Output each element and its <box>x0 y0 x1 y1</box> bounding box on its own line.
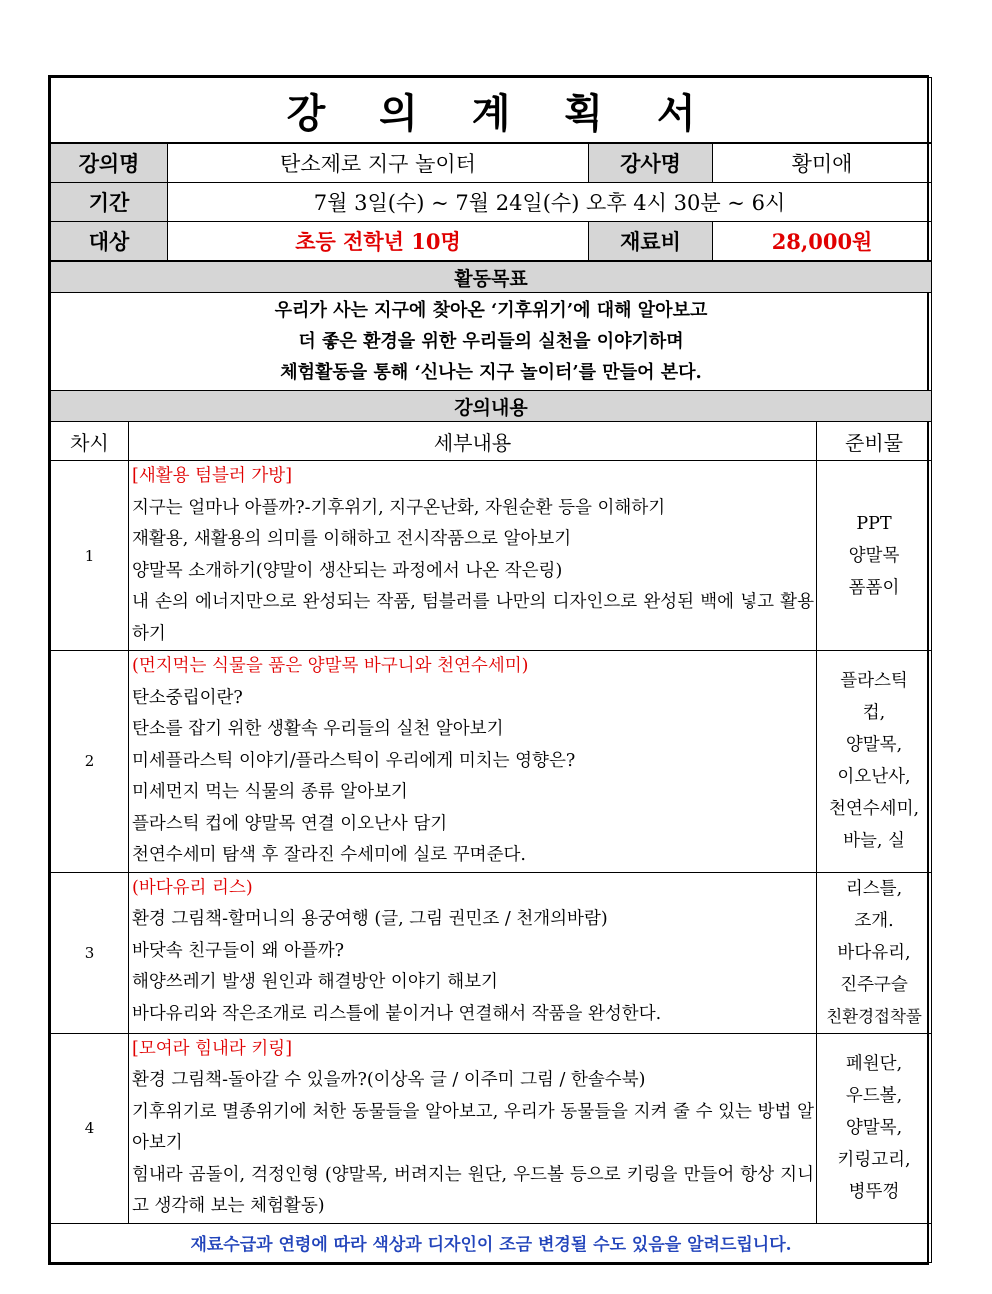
detail-line: 바다유리와 작은조개로 리스틀에 붙이거나 연결해서 작품을 완성한다. <box>132 1003 662 1024</box>
goal-line: 체험활동을 통해 ‘신나는 지구 놀이터’를 만들어 본다. <box>280 362 702 383</box>
detail-line: 기후위기로 멸종위기에 처한 동물들을 알아보고, 우리가 동물들을 지켜 줄 수 있는 방법 알아보기 <box>132 1101 814 1153</box>
page-title: 강 의 계 획 서 <box>51 78 932 144</box>
instructor-value: 황미애 <box>713 143 932 183</box>
session-detail <box>129 1033 817 1223</box>
session-materials <box>817 461 932 651</box>
detail-line: 탄소중립이란? <box>132 687 243 708</box>
session-detail <box>129 461 817 651</box>
detail-line: 천연수세미 탐색 후 잘라진 수세미에 실로 꾸며준다. <box>132 845 526 865</box>
session-number: 2 <box>51 651 129 873</box>
detail-line: 지구는 얼마나 아플까?-기후위기, 지구온난화, 자원순환 등을 이해하기 <box>132 497 666 518</box>
material-item: PPT <box>856 513 892 534</box>
detail-line: 양말목 소개하기(양말이 생산되는 과정에서 나온 작은링) <box>132 560 563 581</box>
session-number: 4 <box>51 1033 129 1223</box>
material-item: 컵, <box>862 703 886 724</box>
material-item: 진주구슬 <box>840 974 908 995</box>
session-detail <box>129 872 817 1033</box>
material-item: 이오난사, <box>837 767 911 788</box>
footer-note: 재료수급과 연령에 따라 색상과 디자인이 조금 변경될 수도 있음을 알려드립니다. <box>51 1223 932 1262</box>
material-item: 양말목 <box>848 545 900 566</box>
fee-label: 재료비 <box>589 222 713 261</box>
session-row <box>51 1033 932 1223</box>
session-row <box>51 872 932 1033</box>
period-value: 7월 3일(수) ~ 7월 24일(수) 오후 4시 30분 ~ 6시 <box>168 183 932 222</box>
detail-line: 재활용, 새활용의 의미를 이해하고 전시작품으로 알아보기 <box>132 529 572 549</box>
instructor-label: 강사명 <box>589 143 713 183</box>
col-session: 차시 <box>51 422 129 461</box>
session-materials <box>817 872 932 1033</box>
detail-line: 바닷속 친구들이 왜 아플까? <box>132 940 345 961</box>
content-table <box>50 261 932 1263</box>
session-subtitle: (먼지먹는 식물을 품은 양말목 바구니와 천연수세미) <box>132 656 529 676</box>
material-item: 천연수세미, <box>828 799 920 820</box>
target-value: 초등 전학년 10명 <box>168 222 589 261</box>
target-label: 대상 <box>51 222 168 261</box>
detail-line: 환경 그림책-돌아갈 수 있을까?(이상옥 글 / 이주미 그림 / 한솔수북) <box>132 1070 646 1090</box>
material-item: 병뚜껑 <box>848 1182 900 1202</box>
session-number: 3 <box>51 872 129 1033</box>
goal-line: 더 좋은 환경을 위한 우리들의 실천을 이야기하며 <box>298 331 684 352</box>
detail-line: 탄소를 잡기 위한 생활속 우리들의 실천 알아보기 <box>132 719 504 739</box>
material-item: 우드볼, <box>845 1086 903 1106</box>
session-row <box>51 461 932 651</box>
session-detail <box>129 651 817 873</box>
detail-line: 해양쓰레기 발생 원인과 해결방안 이야기 해보기 <box>132 972 498 992</box>
detail-line: 환경 그림책-할머니의 용궁여행 (글, 그림 권민조 / 천개의바람) <box>132 909 608 929</box>
period-label: 기간 <box>51 183 168 222</box>
material-item: 양말목, <box>845 1118 903 1138</box>
col-detail: 세부내용 <box>129 422 817 461</box>
course-value: 탄소제로 지구 놀이터 <box>168 143 589 183</box>
goals-heading: 활동목표 <box>51 262 932 293</box>
content-heading: 강의내용 <box>51 391 932 422</box>
material-item: 바다유리, <box>837 942 911 963</box>
material-item: 친환경접착풀 <box>826 1006 922 1026</box>
detail-line: 힘내라 곰돌이, 걱정인형 (양말목, 버려지는 원단, 우드볼 등으로 키링을 만들어 항상 지니고 생각해 보는 체험활동) <box>132 1164 814 1216</box>
goal-line: 우리가 사는 지구에 찾아온 ‘기후위기’에 대해 알아보고 <box>274 300 708 321</box>
header-table <box>50 77 932 261</box>
session-subtitle: (바다유리 리스) <box>132 877 253 898</box>
material-item: 폼폼이 <box>848 577 900 598</box>
material-item: 바늘, 실 <box>843 831 905 852</box>
session-number: 1 <box>51 461 129 651</box>
detail-line: 미세플라스틱 이야기/플라스틱이 우리에게 미치는 영향은? <box>132 750 576 771</box>
fee-value: 28,000원 <box>713 222 932 261</box>
material-item: 리스틀, <box>845 878 903 899</box>
course-label: 강의명 <box>51 143 168 183</box>
session-row <box>51 651 932 873</box>
goals-text <box>51 293 932 391</box>
session-subtitle: [모여라 힘내라 키링] <box>132 1038 293 1059</box>
material-item: 양말목, <box>845 735 903 756</box>
material-item: 페원단, <box>845 1054 903 1074</box>
lecture-plan-sheet <box>48 75 929 1265</box>
detail-line: 플라스틱 컵에 양말목 연결 이오난사 담기 <box>132 813 448 834</box>
session-materials <box>817 651 932 873</box>
col-materials: 준비물 <box>817 422 932 461</box>
material-item: 키링고리, <box>837 1150 911 1170</box>
detail-line: 미세먼지 먹는 식물의 종류 알아보기 <box>132 782 408 802</box>
session-materials <box>817 1033 932 1223</box>
detail-line: 내 손의 에너지만으로 완성되는 작품, 텀블러를 나만의 디자인으로 완성된 백에 넣고 활용하기 <box>132 592 814 644</box>
material-item: 조개. <box>854 910 894 931</box>
session-subtitle: [새활용 텀블러 가방] <box>132 466 293 486</box>
material-item: 플라스틱 <box>840 671 908 692</box>
